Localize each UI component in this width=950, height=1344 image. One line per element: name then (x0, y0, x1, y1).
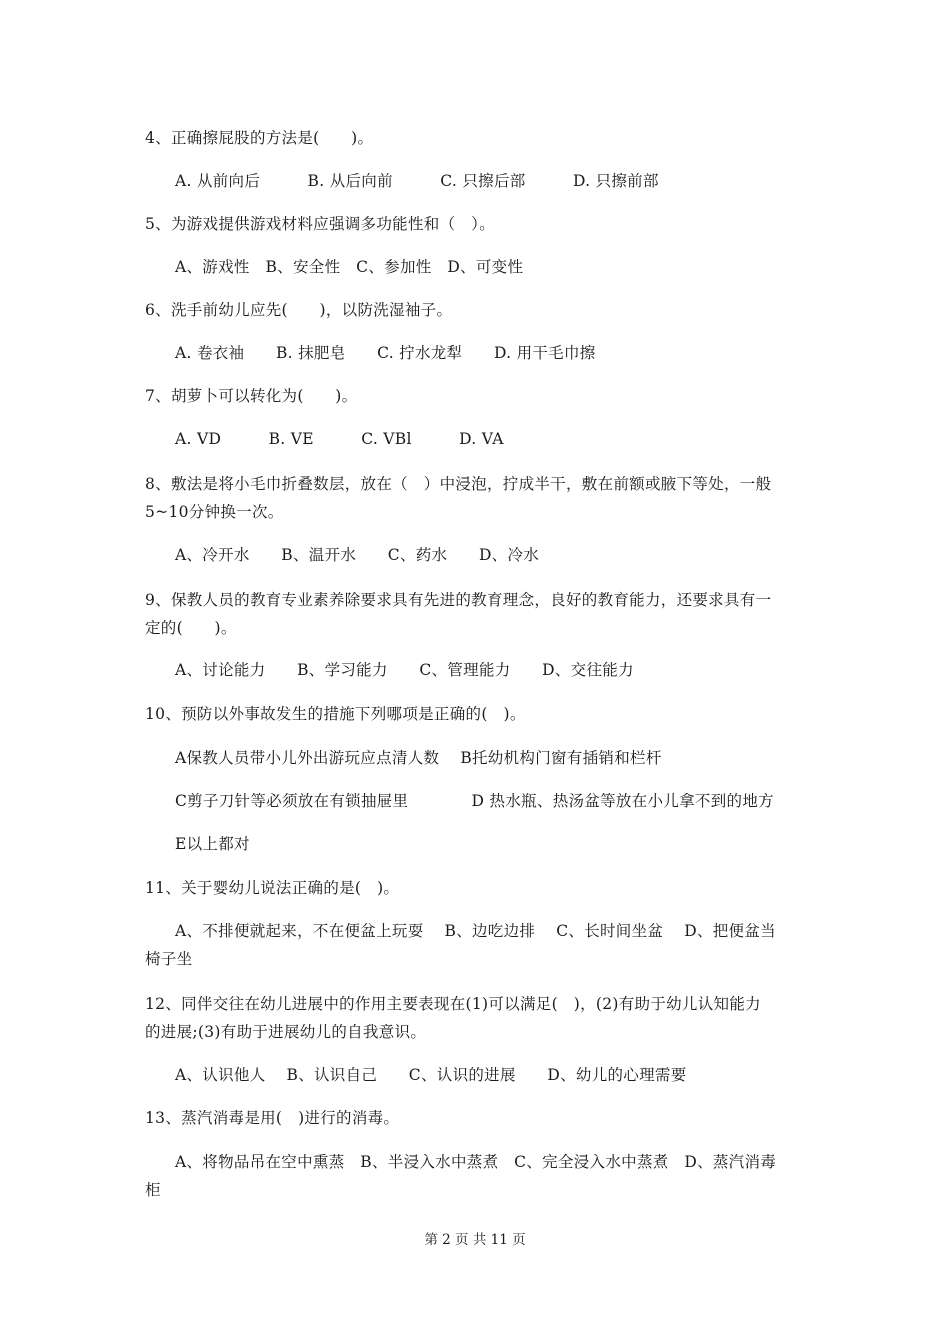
question-options: A、讨论能力 B、学习能力 C、管理能力 D、交往能力 (175, 661, 634, 679)
question-option-line: E以上都对 (175, 835, 250, 853)
question-stem: 4、正确擦屁股的方法是( )。 (145, 129, 374, 147)
question-options: A、游戏性 B、安全性 C、参加性 D、可变性 (175, 258, 524, 276)
question-stem: 10、预防以外事故发生的措施下列哪项是正确的( )。 (145, 705, 526, 723)
question-stem: 12、同伴交往在幼儿进展中的作用主要表现在(1)可以满足( )，(2)有助于幼儿认知能力 (145, 995, 761, 1013)
page-number: 第 2 页 共 11 页 (424, 1232, 526, 1248)
question-option-line: A、将物品吊在空中熏蒸 B、半浸入水中蒸煮 C、完全浸入水中蒸煮 D、蒸汽消毒 (175, 1153, 777, 1171)
question-option-line: C剪子刀针等必须放在有锁抽屉里 D 热水瓶、热汤盆等放在小儿拿不到的地方 (175, 792, 774, 810)
question-options: A、认识他人 B、认识自己 C、认识的进展 D、幼儿的心理需要 (175, 1066, 687, 1084)
question-stem-continued: 5~10分钟换一次。 (145, 503, 284, 521)
question-stem-continued: 的进展;(3)有助于进展幼儿的自我意识。 (145, 1023, 427, 1041)
question-stem: 6、洗手前幼儿应先( )，以防洗湿袖子。 (145, 301, 453, 319)
question-stem: 9、保教人员的教育专业素养除要求具有先进的教育理念，良好的教育能力，还要求具有一 (145, 591, 772, 609)
question-stem: 7、胡萝卜可以转化为( )。 (145, 387, 358, 405)
question-option-continued: 椅子坐 (145, 950, 193, 968)
question-stem-continued: 定的( )。 (145, 619, 237, 637)
question-stem: 8、敷法是将小毛巾折叠数层，放在（ ）中浸泡，拧成半干，敷在前额或腋下等处，一般 (145, 475, 772, 493)
question-option-line: A、不排便就起来，不在便盆上玩耍 B、边吃边排 C、长时间坐盆 D、把便盆当 (175, 922, 776, 940)
question-options: A. 从前向后 B. 从后向前 C. 只擦后部 D. 只擦前部 (175, 172, 659, 190)
question-options: A. VD B. VE C. VBl D. VA (175, 430, 504, 448)
question-option-line: A保教人员带小儿外出游玩应点清人数 B托幼机构门窗有插销和栏杆 (175, 749, 662, 767)
question-stem: 13、蒸汽消毒是用( )进行的消毒。 (145, 1109, 400, 1127)
question-stem: 5、为游戏提供游戏材料应强调多功能性和（ ）。 (145, 215, 496, 233)
question-options: A、冷开水 B、温开水 C、药水 D、冷水 (175, 546, 540, 564)
question-option-continued: 柜 (145, 1181, 161, 1199)
question-options: A. 卷衣袖 B. 抹肥皂 C. 拧水龙犁 D. 用干毛巾擦 (175, 344, 596, 362)
question-stem: 11、关于婴幼儿说法正确的是( )。 (145, 879, 400, 897)
